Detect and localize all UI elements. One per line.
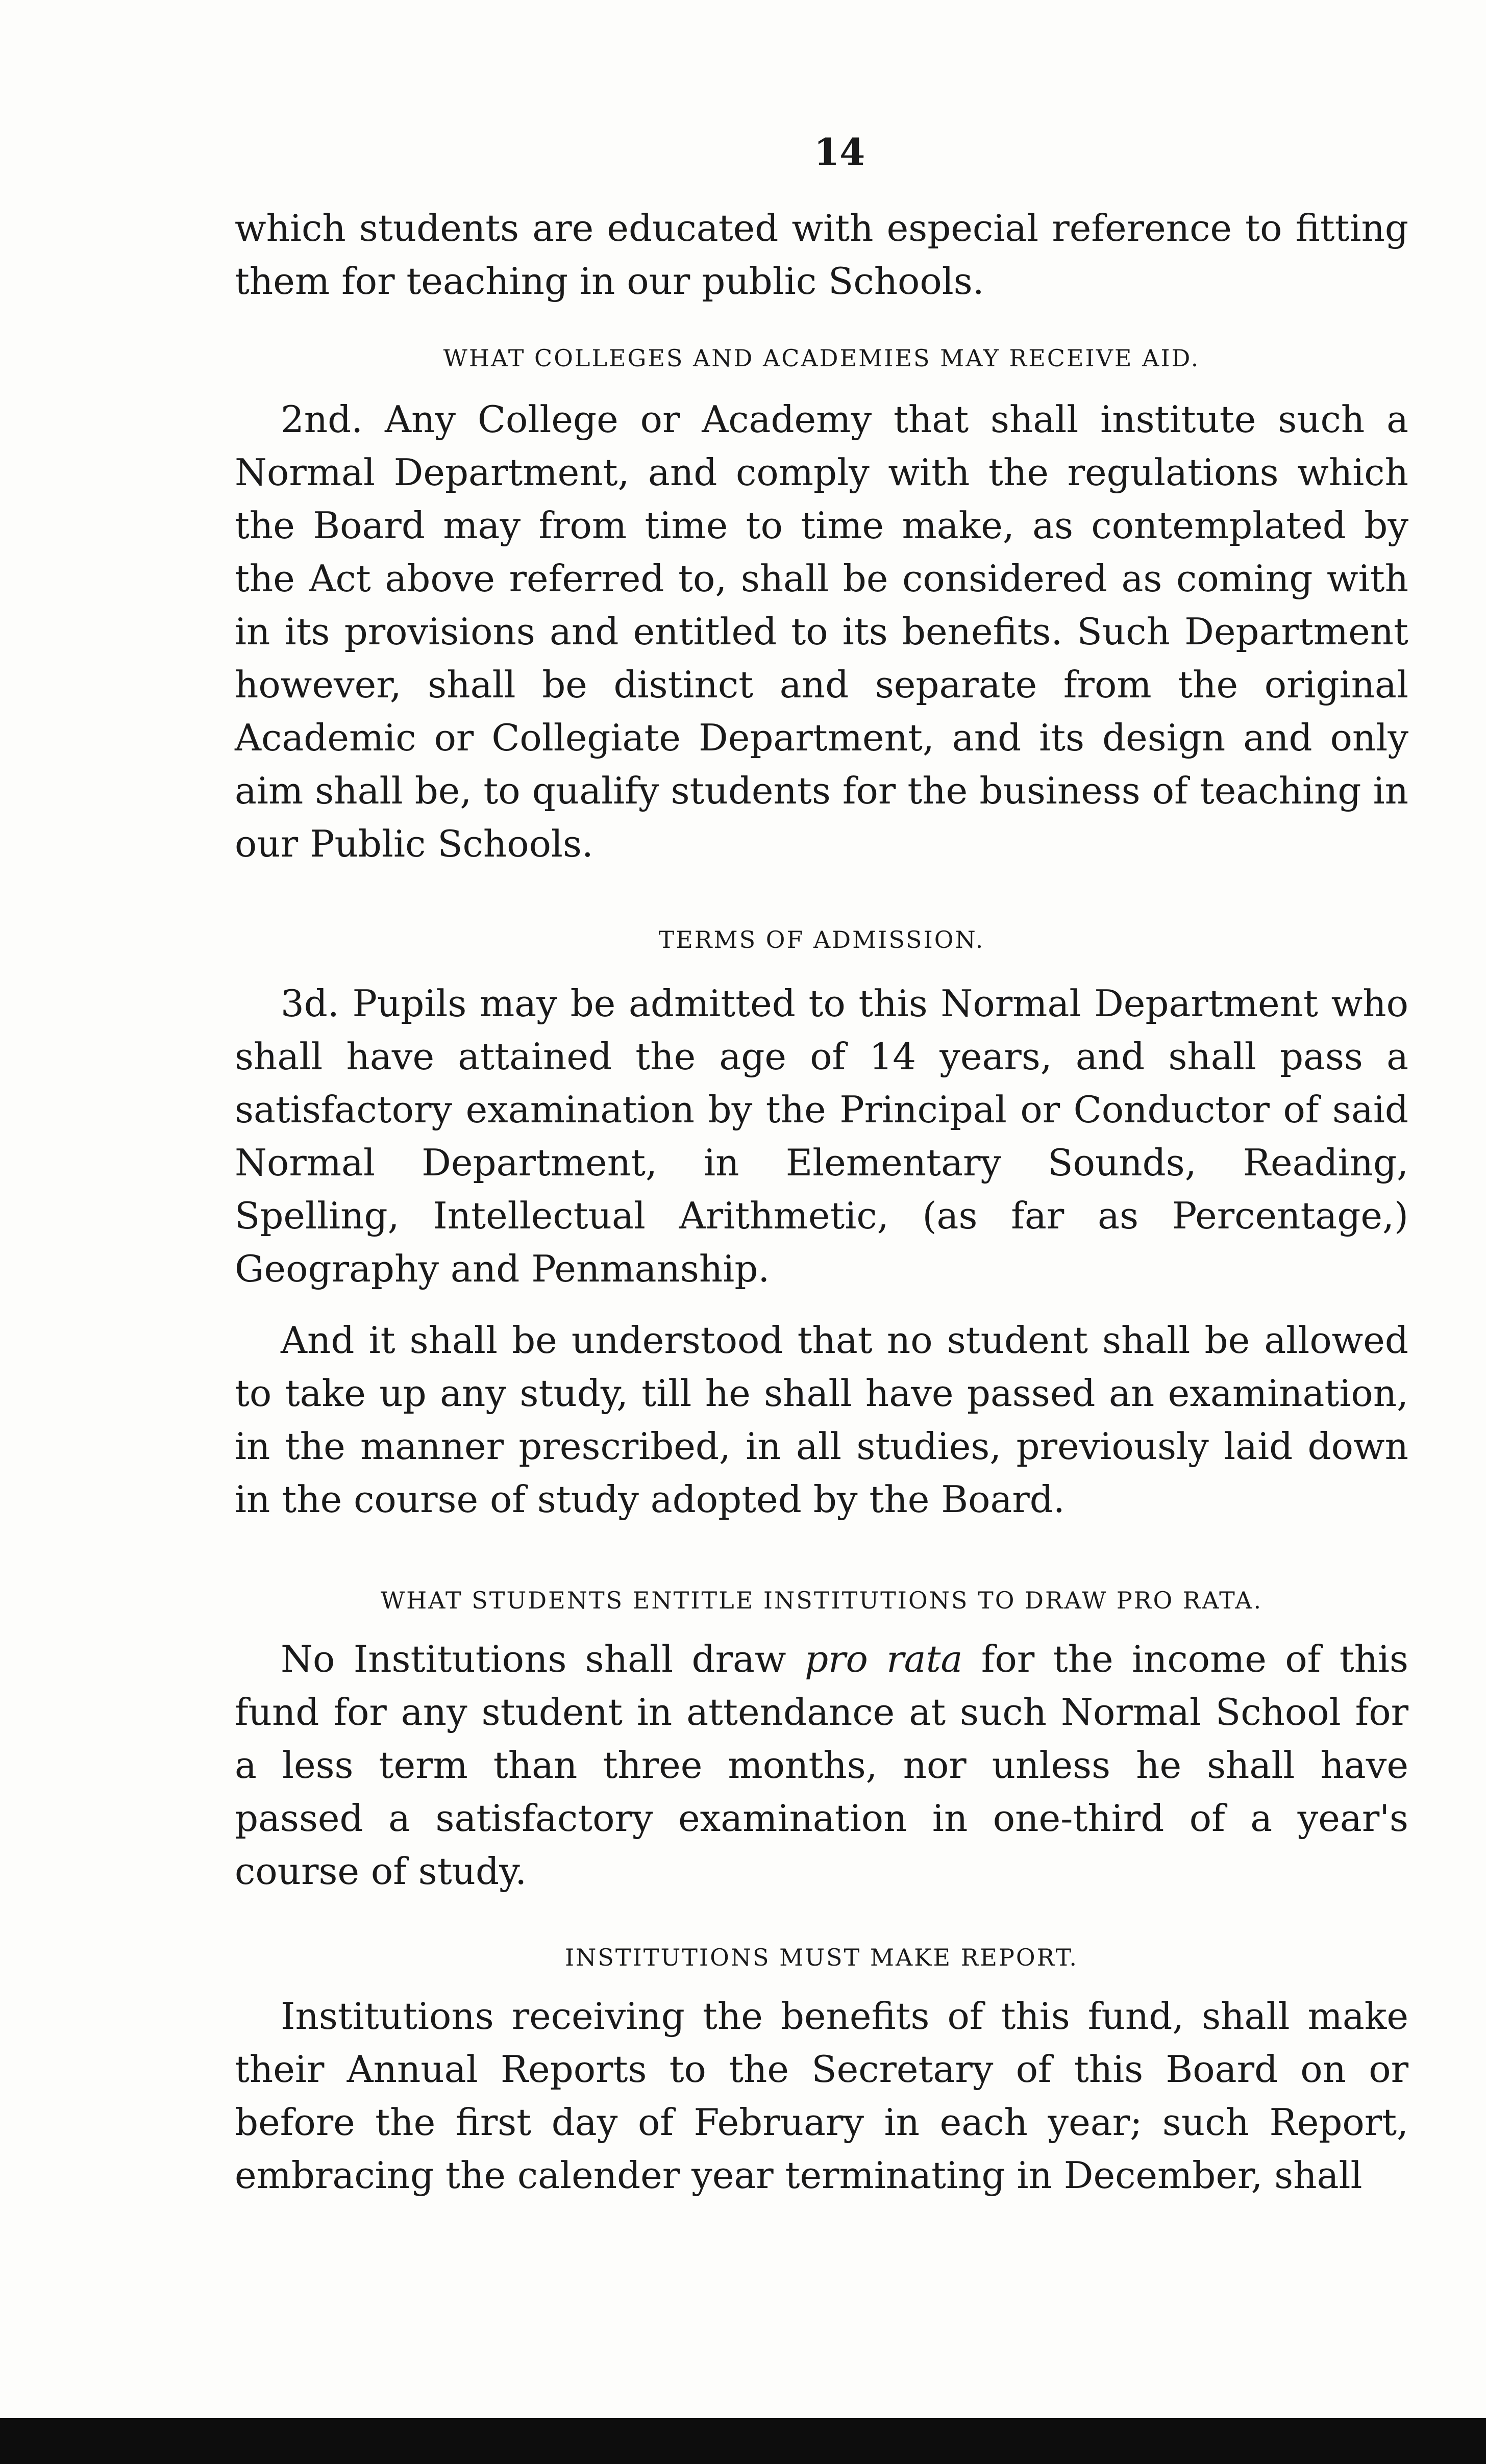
heading-admission: TERMS OF ADMISSION. bbox=[658, 926, 985, 953]
report-text: Institutions receiving the benefits of this fund, shall make their Annual Reports to the Secretary of this Board on or before the first day of February in each year; such Report, embracing the calender year terminating in December, shall bbox=[235, 1995, 1408, 2197]
admission-text-1: 3d. Pupils may be admitted to this Normal Department who shall have attained the age of 14 years, and shall pass a satisfactory examination by the Principal or Conductor of said Normal Department, in Elementary Sounds, Reading, Spelling, Intellectual Arithmetic, (as far as Percentage,) Geography and Penmanship. bbox=[235, 982, 1408, 1290]
report-paragraph bbox=[235, 1990, 1408, 2202]
page-number: 14 bbox=[814, 130, 865, 173]
colleges-paragraph bbox=[235, 393, 1408, 870]
pro-rata-text-after: for the income of this fund for any student in attendance at such Normal School for a less term than three months, nor unless he shall have passed a satisfactory examination in one-third of a year's course of study. bbox=[235, 1638, 1408, 1893]
admission-paragraph-2 bbox=[235, 1314, 1408, 1526]
pro-rata-paragraph bbox=[235, 1632, 1408, 1898]
heading-pro-rata: WHAT STUDENTS ENTITLE INSTITUTIONS TO DRAW PRO RATA. bbox=[380, 1587, 1263, 1614]
scan-edge-band bbox=[0, 2418, 1486, 2464]
heading-report: INSTITUTIONS MUST MAKE REPORT. bbox=[564, 1944, 1078, 1971]
intro-text: which students are educated with especial reference to fitting them for teaching in our public Schools. bbox=[235, 207, 1408, 303]
pro-rata-text bbox=[235, 1632, 1408, 1898]
admission-text-2: And it shall be understood that no student shall be allowed to take up any study, till he shall have passed an examination, in the manner prescribed, in all studies, previously laid down in the course of study adopted by the Board. bbox=[235, 1319, 1408, 1521]
pro-rata-italic: pro rata bbox=[804, 1638, 963, 1680]
admission-paragraph-1 bbox=[235, 977, 1408, 1295]
colleges-text: 2nd. Any College or Academy that shall institute such a Normal Department, and comply with the regulations which the Board may from time to time make, as contemplated by the Act above referred to, shall be considered as coming with in its provisions and entitled to its benefits. Such Department however, shall be distinct and separate from the original Academic or Collegiate Department, and its design and only aim shall be, to qualify students for the business of teaching in our Public Schools. bbox=[235, 398, 1408, 865]
heading-colleges: WHAT COLLEGES AND ACADEMIES MAY RECEIVE AID. bbox=[443, 344, 1200, 372]
intro-paragraph bbox=[235, 202, 1408, 308]
pro-rata-text-before: No Institutions shall draw bbox=[281, 1638, 805, 1680]
